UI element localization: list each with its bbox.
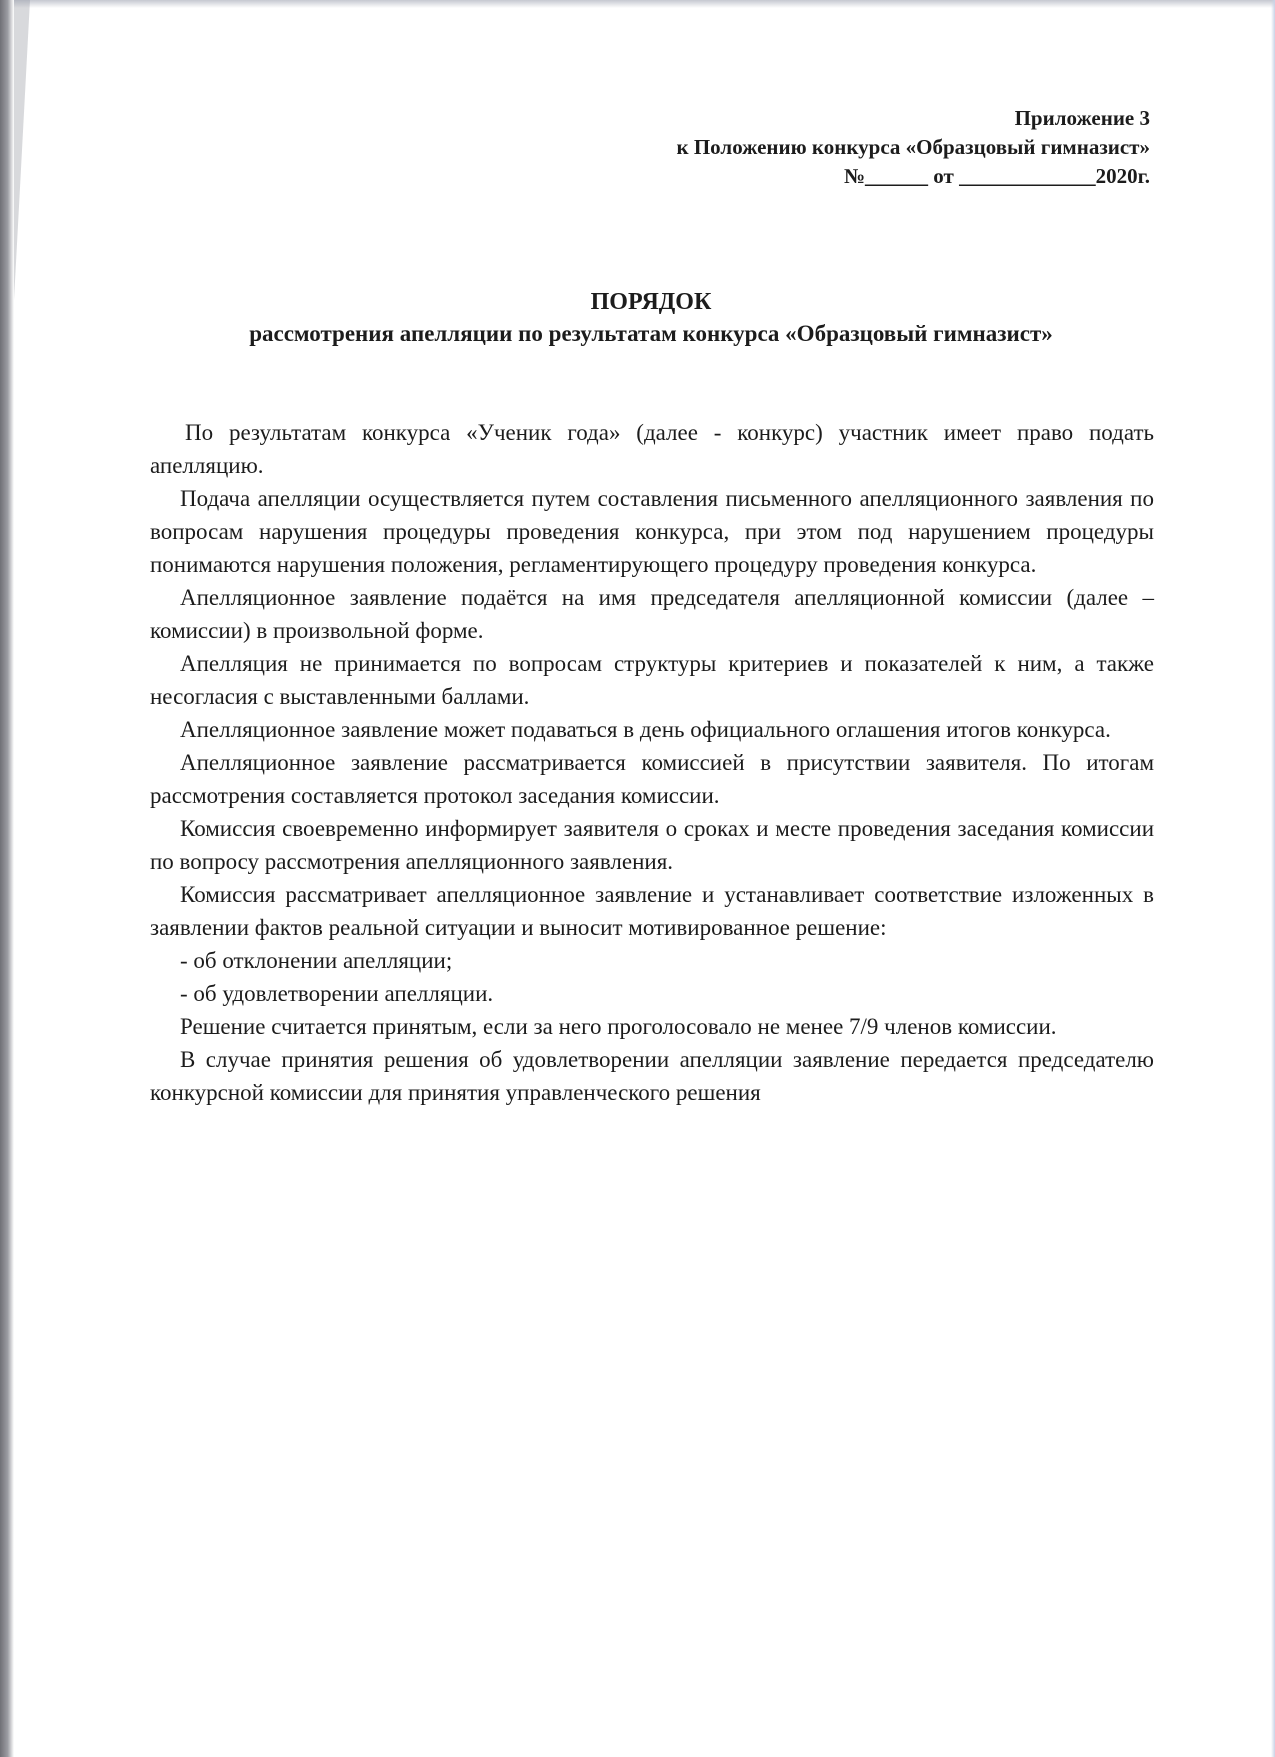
appendix-number-date: №______ от _____________2020г. <box>843 164 1150 188</box>
paragraph-right-to-appeal: По результатам конкурса «Ученик года» (далее - конкурс) участник имеет право подать апелляцию. <box>150 420 1154 478</box>
document-title-block <box>200 286 1102 350</box>
document-body <box>150 416 1154 1109</box>
paragraph-submission: Подача апелляции осуществляется путем составления письменного апелляционного заявления по вопросам нарушения процедуры проведения конкурса, при этом под нарушением процедуры понимаются нарушения положения, регламентирующего процедуру проведения конкурса. <box>150 486 1154 577</box>
appendix-number: Приложение 3 <box>1014 106 1150 130</box>
paragraph-not-accepted: Апелляция не принимается по вопросам структуры критериев и показателей к ним, а также несогласия с выставленными баллами. <box>150 651 1154 709</box>
list-item-satisfy: - об удовлетворении апелляции. <box>180 981 494 1006</box>
paragraph-notification: Комиссия своевременно информирует заявителя о сроках и месте проведения заседания комиссии по вопросу рассмотрения апелляционного заявления. <box>150 816 1154 874</box>
paper-fold-shadow <box>14 0 30 300</box>
document-subtitle: рассмотрения апелляции по результатам конкурса «Образцовый гимназист» <box>249 321 1053 346</box>
appendix-regulation: к Положению конкурса «Образцовый гимназист» <box>676 135 1150 159</box>
scan-edge-left <box>0 0 14 1757</box>
paragraph-review: Апелляционное заявление рассматривается комиссией в присутствии заявителя. По итогам рассмотрения составляется протокол заседания комиссии. <box>150 750 1154 808</box>
paragraph-submission-day: Апелляционное заявление может подаваться в день официального оглашения итогов конкурса. <box>180 717 1111 742</box>
paragraph-transfer: В случае принятия решения об удовлетворении апелляции заявление передается председателю конкурсной комиссии для принятия управленческого решения <box>150 1047 1154 1105</box>
scan-edge-right <box>1271 0 1275 1757</box>
appendix-header <box>677 104 1151 191</box>
paragraph-quorum: Решение считается принятым, если за него проголосовало не менее 7/9 членов комиссии. <box>180 1014 1057 1039</box>
list-item-reject: - об отклонении апелляции; <box>180 948 453 973</box>
document-title: ПОРЯДОК <box>590 289 712 315</box>
scan-shadow-top <box>14 0 1275 8</box>
paragraph-decision: Комиссия рассматривает апелляционное заявление и устанавливает соответствие изложенных в заявлении фактов реальной ситуации и выносит мотивированное решение: <box>150 882 1154 940</box>
paragraph-addressee: Апелляционное заявление подаётся на имя председателя апелляционной комиссии (далее – комиссии) в произвольной форме. <box>150 585 1154 643</box>
